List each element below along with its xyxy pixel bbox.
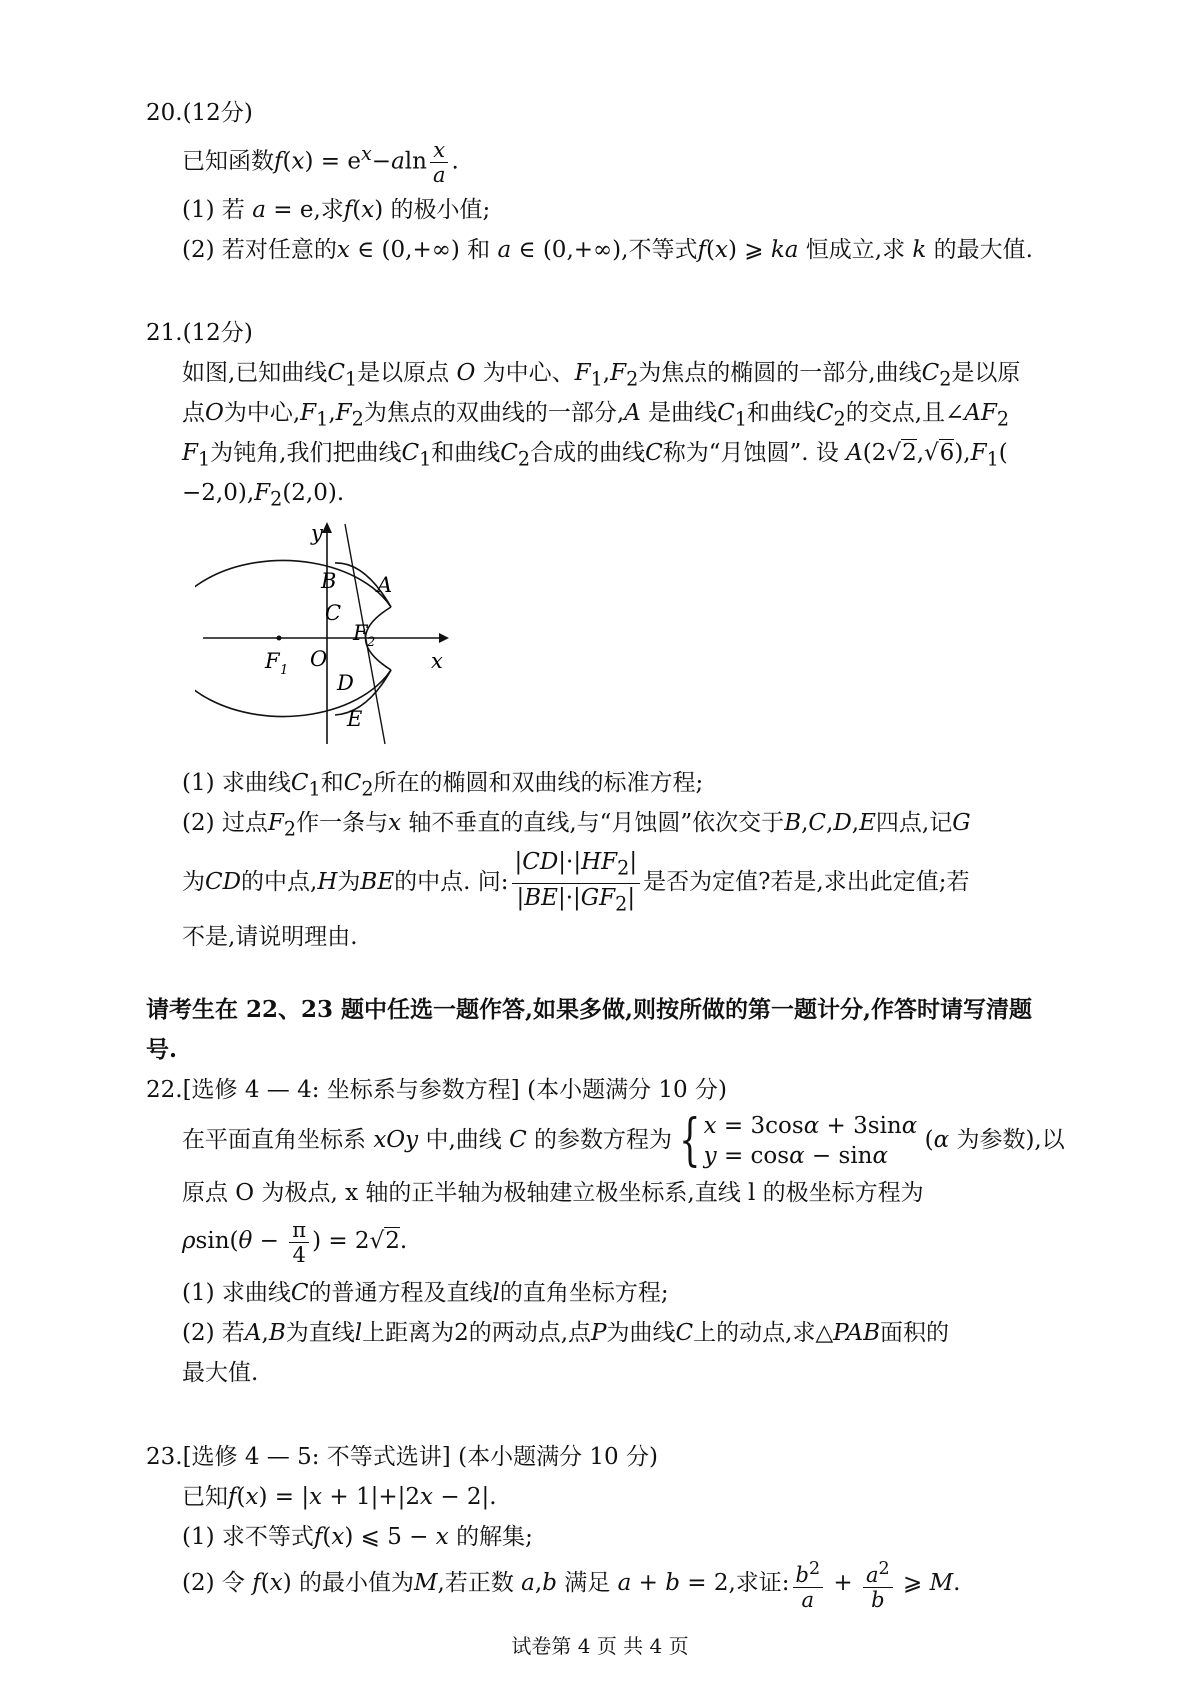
q22-line3: ρsin(θ − $\frac{\pi}{4}$ ) = 2√2.: [182, 1217, 408, 1267]
fig-label-y: y: [311, 521, 323, 545]
fig-label-A: A: [377, 573, 393, 597]
q22-line1: 在平面直角坐标系 xOy 中,曲线 C 的参数方程为 { x = 3cosα + 3sinα y = cosα − sinα (α 为参数),以: [182, 1108, 1065, 1173]
fraction-a2-over-b: $\frac{a^2}{b}$: [863, 1557, 893, 1612]
q21-part2-line2: 为CD的中点,H为BE的中点. 问: $\frac{|CD|\cdot|HF_2|}{|BE|\cdot|GF_2|}$ 是否为定值?若是,求出此定值;若: [182, 848, 970, 918]
fraction-pi-over-4: $\frac{\pi}{4}$: [289, 1218, 309, 1267]
q20-intro: 已知函数$f(x) = e^x-aln$ $\frac{x}{a}$ .: [182, 138, 459, 187]
q22-number: 22.: [146, 1077, 183, 1103]
q21-part1: (1) 求曲线$C_1$和$C_2$所在的椭圆和双曲线的标准方程;: [182, 770, 704, 801]
q21-part2: (2) 过点$F_2$作一条与x 轴不垂直的直线,与“月蚀圆”依次交于B,C,D,E四点,记G: [182, 810, 971, 841]
q20-header: [146, 98, 253, 128]
fig-label-F1: F: [265, 649, 280, 673]
q22-line2: 原点 O 为极点, x 轴的正半轴为极轴建立极坐标系,直线 l 的极坐标方程为: [182, 1180, 924, 1206]
q22-title: [选修 4 — 4: 坐标系与参数方程] (本小题满分 10 分): [182, 1077, 727, 1103]
fig-label-F1-sub: 1: [280, 663, 289, 678]
fig-label-D: D: [337, 671, 354, 695]
fig-label-F2: F: [353, 621, 368, 645]
q21-score: (12分): [182, 320, 253, 346]
q23-part1: (1) 求不等式f(x) ⩽ 5 − x 的解集;: [182, 1524, 533, 1550]
fraction-b2-over-a: $\frac{b^2}{a}$: [793, 1557, 824, 1612]
q21-part2-line3: 不是,请说明理由.: [182, 924, 358, 950]
q23-title: [选修 4 — 5: 不等式选讲] (本小题满分 10 分): [182, 1444, 658, 1470]
fig-label-F2-sub: 2: [367, 635, 376, 650]
fig-label-C: C: [325, 601, 342, 625]
q20-score: (12分): [182, 100, 253, 126]
fraction-x-over-a: $\frac{x}{a}$: [430, 138, 449, 187]
moon-eclipse-figure: [195, 508, 455, 748]
q21-line3: $F_1$为钝角,我们把曲线$C_1$和曲线$C_2$合成的曲线C称为“月蚀圆”. 设 $A(2√2,√6),F_1$(: [182, 440, 1008, 471]
q21-number: 21.: [146, 320, 183, 346]
choose-instruction-end: 号.: [146, 1036, 178, 1063]
q20-number: 20.: [146, 100, 183, 126]
q23-intro: 已知f(x) = |x + 1|+|2x − 2|.: [182, 1484, 497, 1510]
q20-part1: (1) 若 a = e,求f(x) 的极小值;: [182, 197, 491, 223]
ratio-fraction: $\frac{|CD|\cdot|HF_2|}{|BE|\cdot|GF_2|}$: [512, 848, 641, 918]
parametric-equations: x = 3cosα + 3sinα y = cosα − sinα: [703, 1113, 918, 1169]
q22-part1: (1) 求曲线C的普通方程及直线l的直角坐标方程;: [182, 1280, 669, 1306]
q22-part2: (2) 若A,B为直线l上距离为2的两动点,点P为曲线C上的动点,求△PAB面积的: [182, 1320, 950, 1346]
fig-label-O: O: [310, 647, 328, 671]
q20-part2: (2) 若对任意的x ∈ (0,+∞) 和 a ∈ (0,+∞),不等式f(x) ⩾ ka 恒成立,求 k 的最大值.: [182, 237, 1033, 263]
q21-header: [146, 318, 253, 348]
q21-line1: 如图,已知曲线$C_1$是以原点 O 为中心、$F_1,F_2$为焦点的椭圆的一部分,曲线$C_2$是以原: [182, 360, 1021, 391]
q23-number: 23.: [146, 1444, 183, 1470]
q21-line2: 点O为中心$,F_1,F_2$为焦点的双曲线的一部分,A 是曲线$C_1$和曲线$C_2$的交点,且$\angle AF_2$: [182, 400, 1010, 431]
q23-part2: (2) 令 f(x) 的最小值为M,若正数 a,b 满足 a + b = 2,求证: $\frac{b^2}{a}$ + $\frac{a^2}{b}$ ⩾ M.: [182, 1558, 961, 1612]
fig-label-E: E: [347, 707, 363, 731]
fig-label-x: x: [431, 649, 443, 673]
q23-header: [146, 1442, 658, 1472]
choose-instruction: 请考生在 22、23 题中任选一题作答,如果多做,则按所做的第一题计分,作答时请写清题: [146, 996, 1033, 1023]
q22-header: [146, 1075, 727, 1105]
page-footer: 试卷第 4 页 共 4 页: [511, 1634, 689, 1658]
q22-part2-line2: 最大值.: [182, 1360, 259, 1386]
fig-label-B: B: [321, 569, 337, 593]
q21-line4: $-2,0),F_2(2,0)$.: [182, 480, 345, 511]
